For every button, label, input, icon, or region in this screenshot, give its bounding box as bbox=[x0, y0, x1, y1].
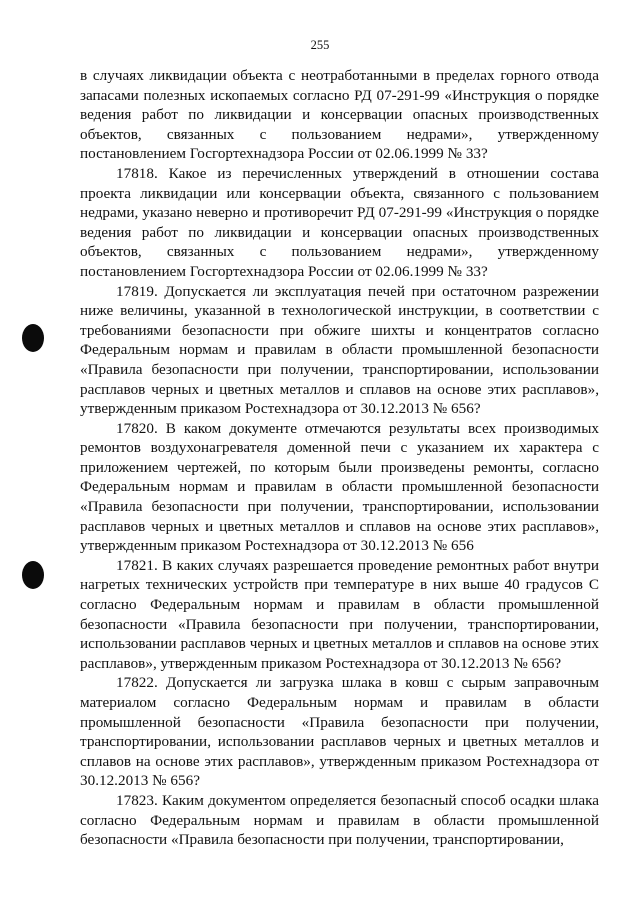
page-number: 255 bbox=[310, 38, 330, 52]
question-17820: 17820. В каком документе отмечаются результаты всех производимых ремонтов воздухонагревателя доменной печи с указанием их характера с приложением чертежей, по которым были произведены ремонты, согласно Федеральным нормам и правилам в области промышленной безопасности «Правила безопасности при получении, транспортировании, использовании расплавов черных и цветных металлов и сплавов на основе этих расплавов», утвержденным приказом Ростехнадзора от 30.12.2013 № 656 bbox=[80, 419, 599, 555]
punch-hole-mark bbox=[22, 324, 44, 352]
punch-hole-mark bbox=[22, 561, 44, 589]
question-17823: 17823. Каким документом определяется безопасный способ осадки шлака согласно Федеральным нормам и правилам в области промышленной безопасности «Правила безопасности при получении, транспортировании, bbox=[80, 791, 599, 849]
question-17819: 17819. Допускается ли эксплуатация печей при остаточном разрежении ниже величины, указанной в технологической инструкции, в соответствии с требованиями безопасности при обжиге шихты и концентратов согласно Федеральным нормам и правилам в области промышленной безопасности «Правила безопасности при получении, транспортировании, использовании расплавов черных и цветных металлов и сплавов на основе этих расплавов», утвержденным приказом Ростехнадзора от 30.12.2013 № 656? bbox=[80, 282, 599, 418]
question-17821: 17821. В каких случаях разрешается проведение ремонтных работ внутри нагретых технических устройств при температуре в них выше 40 градусов С согласно Федеральным нормам и правилам в области промышленной безопасности «Правила безопасности при получении, транспортировании, использовании расплавов черных и цветных металлов и сплавов на основе этих расплавов», утвержденным приказом Ростехнадзора от 30.12.2013 № 656? bbox=[80, 556, 599, 672]
paragraph-continuation: в случаях ликвидации объекта с неотработанными в пределах горного отвода запасами полезных ископаемых согласно РД 07-291-99 «Инструкция о порядке ведения работ по ликвидации и консервации опасных производственных объектов, связанных с пользованием недрами», утвержденному постановлением Госгортехнадзора России от 02.06.1999 № 33? bbox=[80, 67, 599, 163]
document-body bbox=[80, 66, 599, 850]
question-17822: 17822. Допускается ли загрузка шлака в ковш с сырым заправочным материалом согласно Федеральным нормам и правилам в области промышленной безопасности «Правила безопасности при получении, транспортировании, использовании расплавов черных и цветных металлов и сплавов на основе этих расплавов», утвержденным приказом Ростехнадзора от 30.12.2013 № 656? bbox=[80, 674, 599, 790]
question-17818: 17818. Какое из перечисленных утверждений в отношении состава проекта ликвидации или консервации объекта, связанного с пользованием недрами, указано неверно и противоречит РД 07-291-99 «Инструкция о порядке ведения работ по ликвидации и консервации опасных производственных объектов, связанных с пользованием недрами», утвержденному постановлением Госгортехнадзора России от 02.06.1999 № 33? bbox=[80, 164, 599, 280]
